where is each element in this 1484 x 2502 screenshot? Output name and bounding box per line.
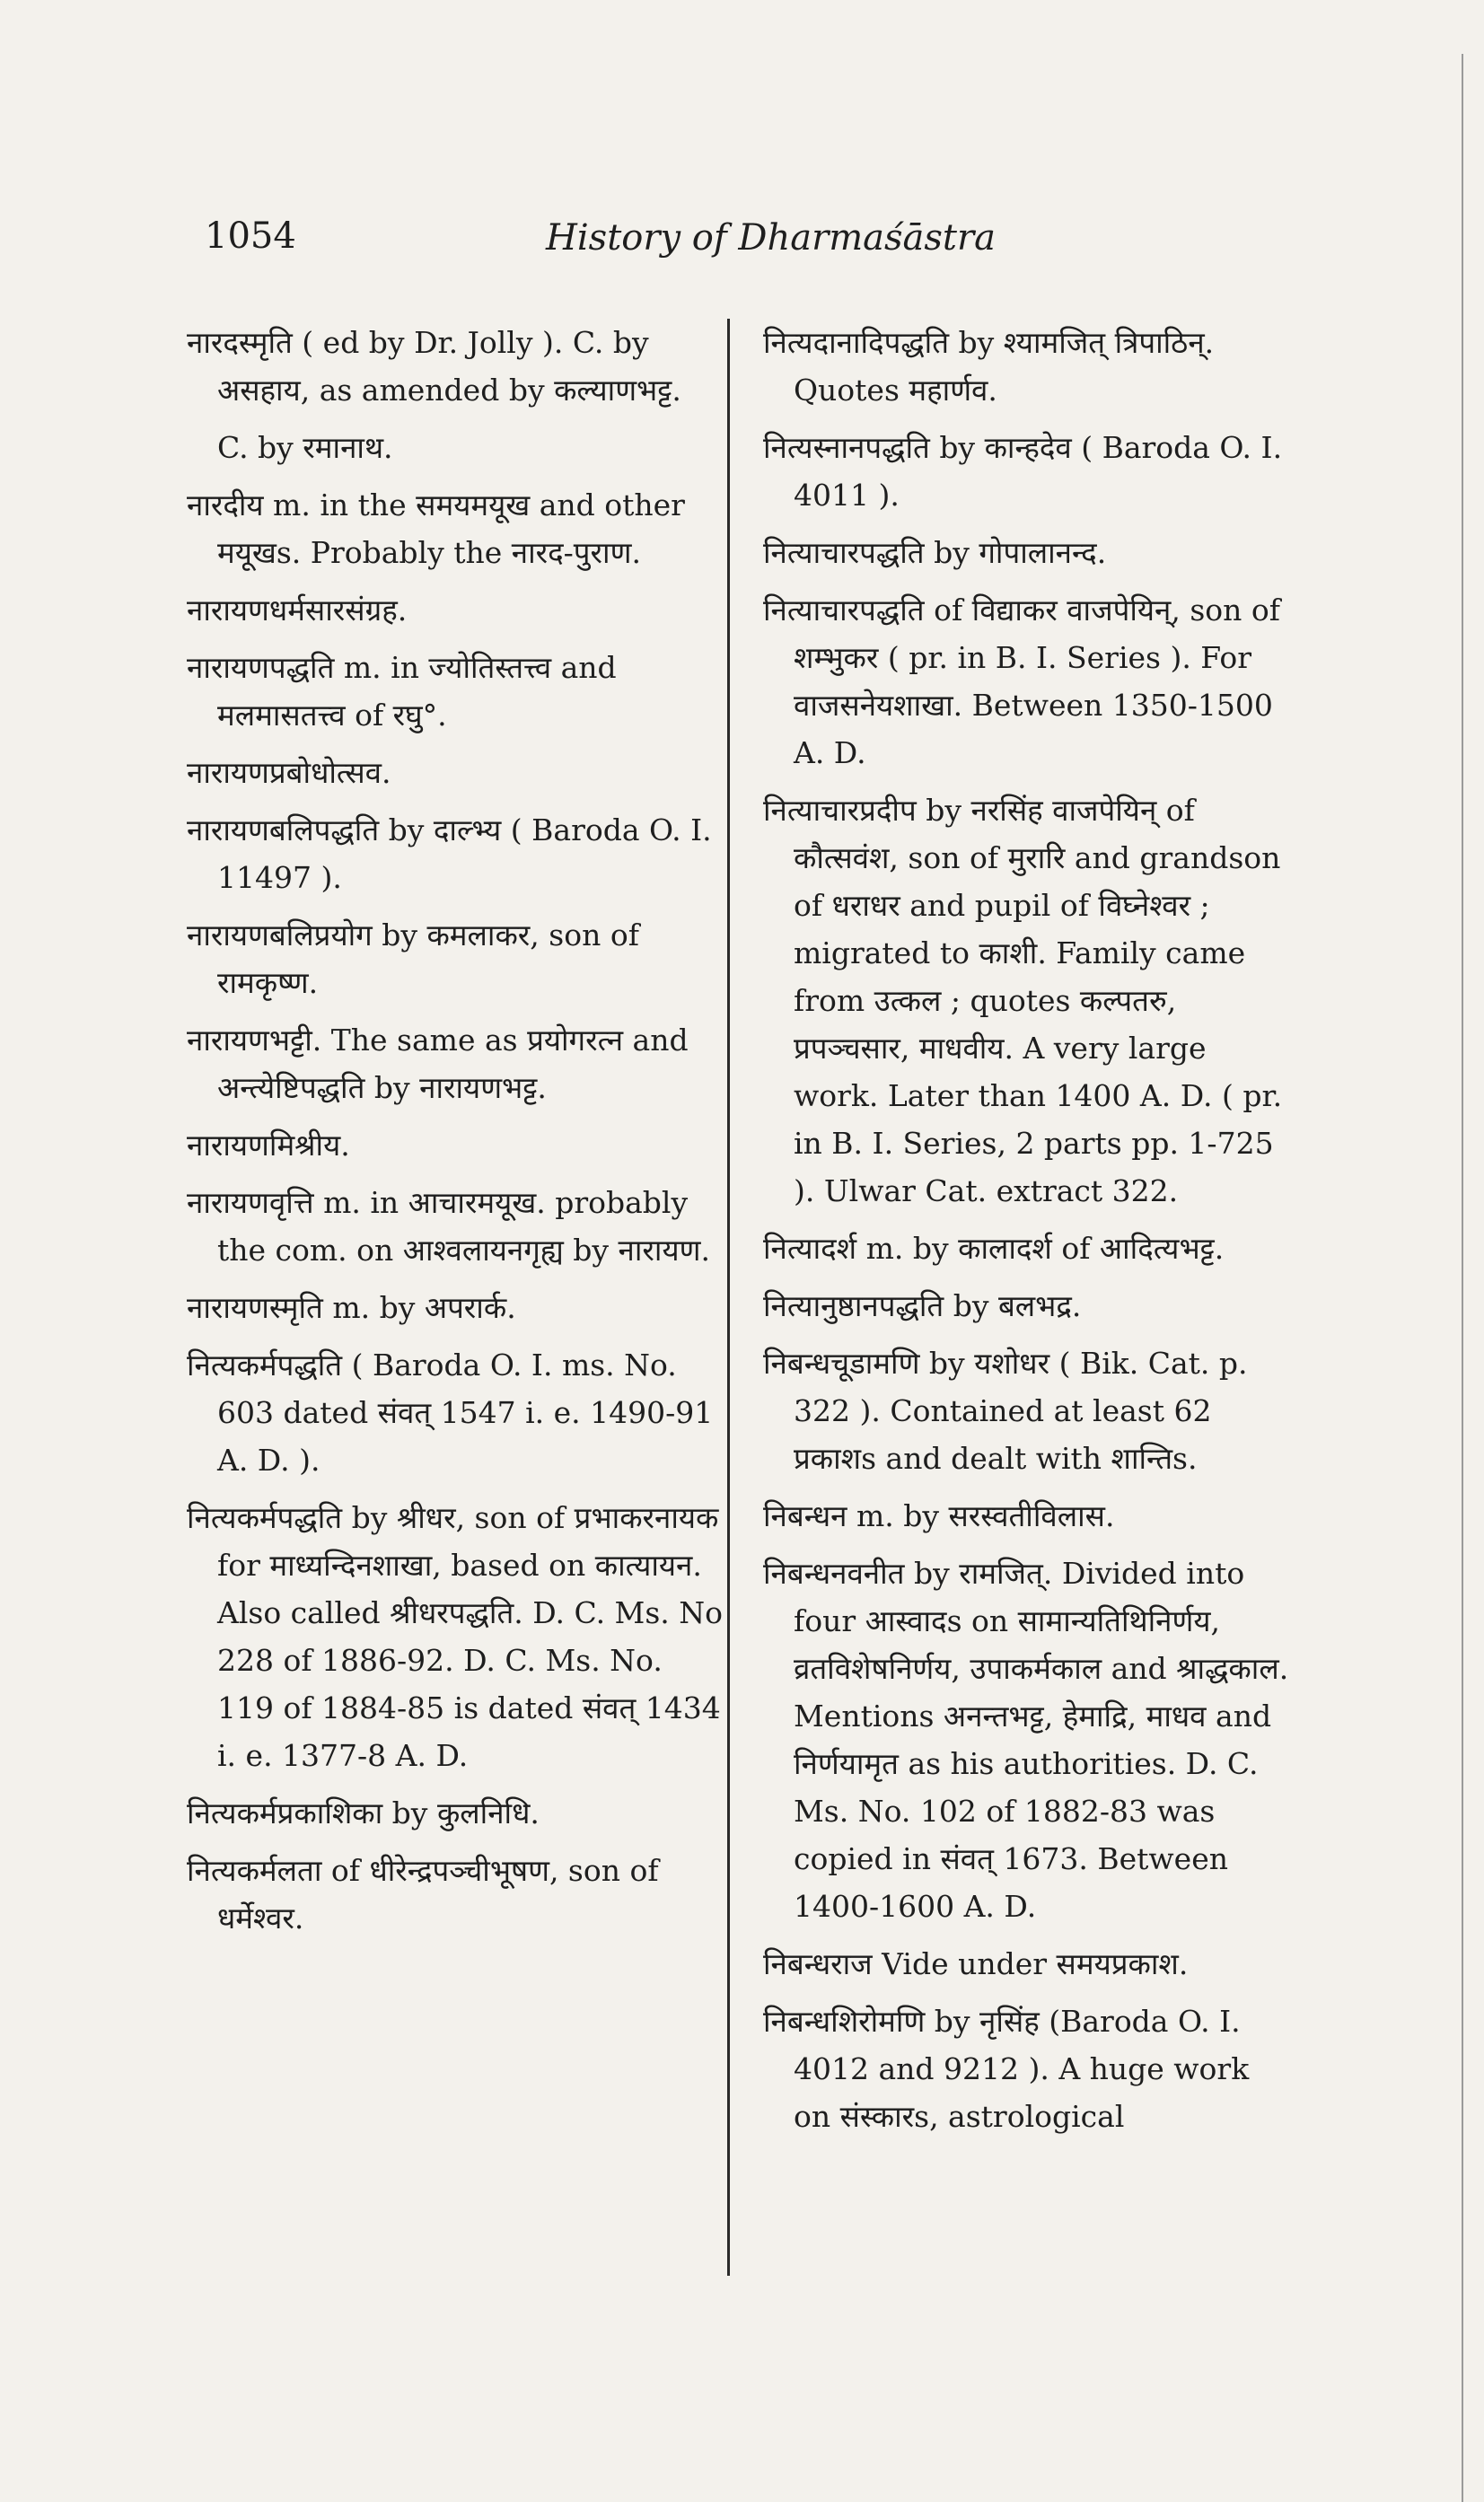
entry: नारदस्मृति ( ed by Dr. Jolly ). C. by असहाय, as amended by कल्याणभट्ट. bbox=[187, 325, 681, 408]
entry: नित्यानुष्ठानपद्धति by बलभद्र. bbox=[763, 1288, 1082, 1323]
entry: नित्यादर्श m. by कालादर्श of आदित्यभट्ट. bbox=[763, 1231, 1225, 1266]
entry: नारायणधर्मसारसंग्रह. bbox=[187, 593, 408, 628]
entry: नित्यकर्मपद्धति by श्रीधर, son of प्रभाकरनायक for माध्यन्दिनशाखा, based on कात्यायन. Also called श्रीधरपद्धति. D. C. Ms. No 228 of 1886-92. D. C. Ms. No. 119 of 1884-85 is dated संवत् 1434 i. e. 1377-8 A. D. bbox=[187, 1500, 723, 1773]
entry: नित्याचारपद्धति by गोपालानन्द. bbox=[763, 535, 1107, 570]
entry: नारायणमिश्रीय. bbox=[187, 1128, 350, 1163]
page-header bbox=[205, 215, 1291, 273]
entry: नारायणभट्टी. The same as प्रयोगरत्न and अन्त्येष्टिपद्धति by नारायणभट्ट. bbox=[187, 1023, 689, 1105]
page-number: 1054 bbox=[205, 215, 296, 257]
column-divider bbox=[727, 319, 730, 2276]
entry: नारदीय m. in the समयमयूख and other मयूखs. Probably the नारद-पुराण. bbox=[187, 487, 685, 570]
entry: नित्यकर्मलता of धीरेन्द्रपञ्चीभूषण, son of धर्मेश्वर. bbox=[187, 1853, 659, 1936]
entry: नारायणवृत्ति m. in आचारमयूख. probably the com. on आश्वलायनगृह्य by नारायण. bbox=[187, 1185, 710, 1268]
entry: निबन्धराज Vide under समयप्रकाश. bbox=[763, 1946, 1189, 1981]
entry: नित्याचारपद्धति of विद्याकर वाजपेयिन्, son of शम्भुकर ( pr. in B. I. Series ). For वाजसनेयशाखा. Between 1350-1500 A. D. bbox=[763, 593, 1280, 770]
entry: निबन्धनवनीत by रामजित्. Divided into four आस्वादs on सामान्यतिथिनिर्णय, व्रतविशेषनिर्णय, उपाकर्मकाल and श्राद्धकाल. Mentions अनन्तभट्ट, हेमाद्रि, माधव and निर्णयामृत as his authorities. D. C. Ms. No. 102 of 1882-83 was copied in संवत् 1673. Between 1400-1600 A. D. bbox=[763, 1556, 1289, 1924]
entry: निबन्धचूडामणि by यशोधर ( Bik. Cat. p. 322 ). Contained at least 62 प्रकाशs and dealt with शान्तिs. bbox=[763, 1346, 1248, 1476]
entry: नारायणबलिपद्धति by दाल्भ्य ( Baroda O. I. 11497 ). bbox=[187, 812, 712, 895]
entry: नारायणबलिप्रयोग by कमलाकर, son of रामकृष्ण. bbox=[187, 917, 639, 1000]
entry: नारायणप्रबोधोत्सव. bbox=[187, 755, 391, 790]
entry: नित्यकर्मपद्धति ( Baroda O. I. ms. No. 603 dated संवत् 1547 i. e. 1490-91 A. D. ). bbox=[187, 1348, 714, 1478]
entry: निबन्धशिरोमणि by नृसिंह (Baroda O. I. 4012 and 9212 ). A huge work on संस्कारs, astrological bbox=[763, 2004, 1250, 2134]
entry: नित्याचारप्रदीप by नरसिंह वाजपेयिन् of कौत्सवंश, son of मुरारि and grandson of धराधर and pupil of विघ्नेश्वर ; migrated to काशी. Family came from उत्कल ; quotes कल्पतरु, प्रपञ्चसार, माधवीय. A very large work. Later than 1400 A. D. ( pr. in B. I. Series, 2 parts pp. 1-725 ). Ulwar Cat. extract 322. bbox=[763, 793, 1283, 1208]
right-column bbox=[763, 319, 1293, 2150]
entry: निबन्धन m. by सरस्वतीविलास. bbox=[763, 1498, 1115, 1533]
page-edge-rule bbox=[1462, 54, 1463, 2502]
entry: नारायणपद्धति m. in ज्योतिस्तत्त्व and मलमासतत्त्व of रघु°. bbox=[187, 650, 617, 733]
entry: नित्यस्नानपद्धति by कान्हदेव ( Baroda O. I. 4011 ). bbox=[763, 430, 1283, 513]
entry: नारायणस्मृति m. by अपरार्क. bbox=[187, 1290, 516, 1325]
left-column bbox=[187, 319, 725, 1952]
entry: C. by रमानाथ. bbox=[217, 430, 393, 465]
entry: नित्यकर्मप्रकाशिका by कुलनिधि. bbox=[187, 1795, 540, 1830]
running-title: History of Dharmaśāstra bbox=[546, 217, 996, 259]
entry: नित्यदानादिपद्धति by श्यामजित् त्रिपाठिन्. Quotes महार्णव. bbox=[763, 325, 1215, 408]
